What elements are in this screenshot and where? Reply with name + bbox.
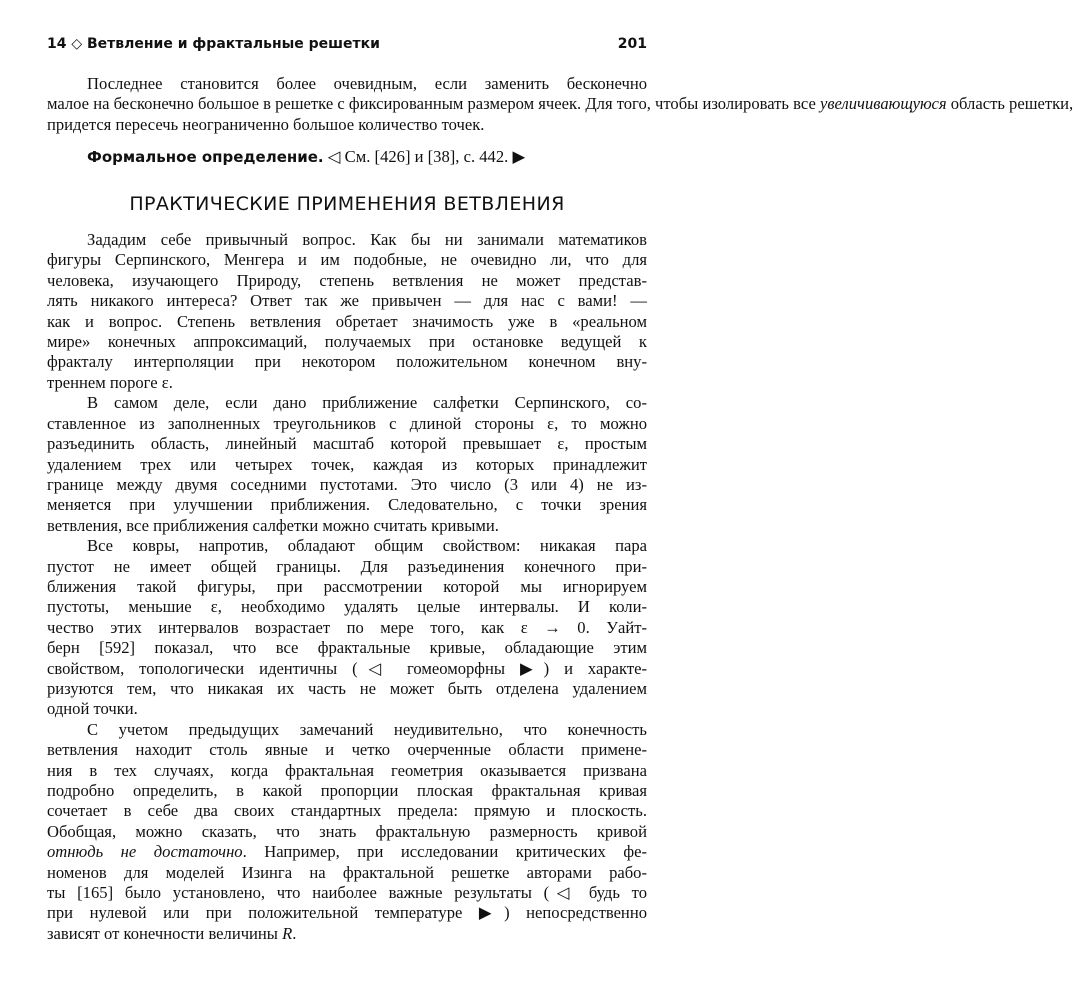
text-line: меняется при улучшении приближения. Следовательно, с точки зрения <box>47 495 647 515</box>
text-line: удалением трех или четырех точек, каждая из которых принадлежит <box>47 454 647 474</box>
paragraph-intro <box>47 74 1073 135</box>
chapter-title: 14 ◇ Ветвление и фрактальные решетки <box>47 36 380 52</box>
text-line: при нулевой или при положительной температуре ▶) непосредственно <box>47 903 647 923</box>
text-line: номенов для моделей Изинга на фрактальной решетке авторами рабо- <box>47 862 647 882</box>
text-line: ветвления, все приближения салфетки можно считать кривыми. <box>47 515 499 535</box>
text-line: человека, изучающего Природу, степень ветвления не может представ- <box>47 270 647 290</box>
text-segment: . <box>292 923 297 943</box>
paragraph <box>47 720 647 944</box>
text-line: С учетом предыдущих замечаний неудивительно, что конечность <box>87 719 647 739</box>
text-line: фракталу интерполяции при некотором положительном конечном вну- <box>47 352 647 372</box>
paragraph <box>47 230 647 393</box>
paragraph <box>47 393 647 536</box>
emphasis: отнюдь не достаточно <box>47 842 243 862</box>
page-number: 201 <box>617 36 647 52</box>
text-segment: . Например, при исследовании критических фе- <box>242 842 647 862</box>
text-line: Зададим себе привычный вопрос. Как бы ни занимали математиков <box>87 230 647 250</box>
text-line: Все ковры, напротив, обладают общим свойством: никакая пара <box>87 536 647 556</box>
text-segment: зависят от конечности величины <box>47 923 278 943</box>
text-line: треннем пороге ε. <box>47 372 173 392</box>
text-line <box>47 94 1073 114</box>
text-line: чество этих интервалов возрастает по мере того, как ε → 0. Уайт- <box>47 617 647 637</box>
running-header <box>47 36 647 58</box>
section-heading: ПРАКТИЧЕСКИЕ ПРИМЕНЕНИЯ ВЕТВЛЕНИЯ <box>129 192 565 215</box>
text-line <box>47 924 647 944</box>
text-line <box>47 842 647 862</box>
body-text <box>47 74 1073 944</box>
text-line: ризуются тем, что никакая их часть не может быть отделена удалением <box>47 678 647 698</box>
text-line: ставленное из заполненных треугольников с длиной стороны ε, то можно <box>47 413 647 433</box>
text-line: подробно определить, в какой пропорции плоская фрактальная кривая <box>47 781 647 800</box>
math-variable: R <box>282 923 293 943</box>
text-line: ветвления находит столь явные и четко очерченные области примене- <box>47 740 647 760</box>
paragraph <box>47 536 647 720</box>
text-line: фигуры Серпинского, Менгера и им подобные, не очевидно ли, что для <box>47 250 647 270</box>
text-line: В самом деле, если дано приближение салфетки Серпинского, со- <box>87 393 647 413</box>
text-line: берн [592] показал, что все фрактальные кривые, обладающие этим <box>47 638 647 658</box>
text-line: мире» конечных аппроксимаций, получаемых при остановке ведущей к <box>47 332 647 352</box>
text-segment: область решетки, <box>950 94 1073 114</box>
text-line: одной точки. <box>47 699 138 719</box>
text-line: лять никакого интереса? Ответ так же привычен — для нас с вами! — <box>47 291 647 311</box>
formal-definition-label: Формальное определение. <box>87 148 324 167</box>
text-line: Последнее становится более очевидным, если заменить бесконечно <box>87 74 647 93</box>
text-line: свойством, топологически идентичны (◁ гомеоморфны ▶) и характе- <box>47 658 647 678</box>
text-line: как и вопрос. Степень ветвления обретает значимость уже в «реальном <box>47 311 647 331</box>
text-line: пустот не имеет общей границы. Для разъединения конечного при- <box>47 556 647 576</box>
text-line: ты [165] было установлено, что наиболее важные результаты (◁ будь то <box>47 883 647 903</box>
emphasis: увеличивающуюся <box>819 94 947 114</box>
text-line: ближения такой фигуры, при рассмотрении которой мы игнорируем <box>47 576 647 596</box>
text-line: разъединить область, линейный масштаб которой превышает ε, простым <box>47 434 647 454</box>
formal-definition <box>47 147 647 167</box>
text-segment: малое на бесконечно большое в решетке с фиксированным размером ячеек. Для того, чтобы изолировать все <box>47 94 816 114</box>
text-line: пустоты, меньшие ε, необходимо удалять целые интервалы. И коли- <box>47 597 647 617</box>
text-line: сочетает в себе два своих стандартных предела: прямую и плоскость. <box>47 801 647 821</box>
text-line: Обобщая, можно сказать, что знать фрактальную размерность кривой <box>47 821 647 841</box>
text-line: границе между двумя соседними пустотами. Это число (3 или 4) не из- <box>47 474 647 494</box>
formal-definition-text: ◁ См. [426] и [38], с. 442. ▶ <box>327 147 526 167</box>
text-line: придется пересечь неограниченно большое количество точек. <box>47 114 485 134</box>
text-line: ния в тех случаях, когда фрактальная геометрия оказывается призвана <box>47 760 647 780</box>
